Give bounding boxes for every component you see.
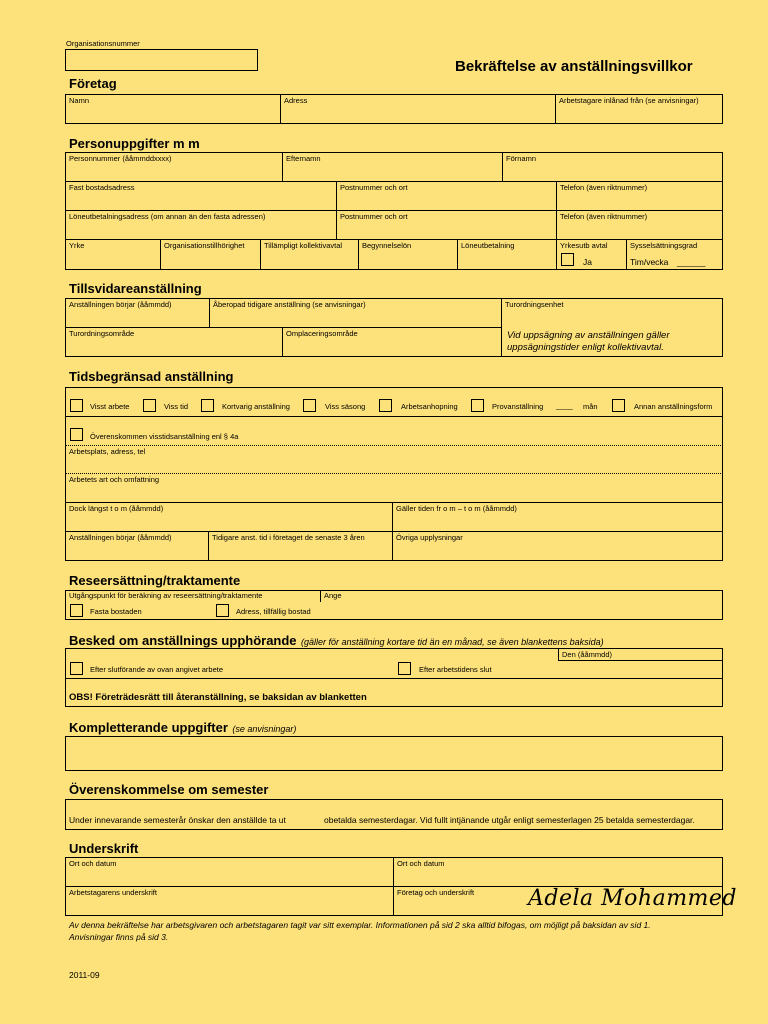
section-person-heading: Personuppgifter m m <box>69 136 200 151</box>
ovriga-field[interactable]: Övriga upplysningar <box>396 533 463 542</box>
annan-checkbox[interactable] <box>612 399 625 412</box>
kollektivavtal-field[interactable]: Tillämpligt kollektivavtal <box>264 241 343 250</box>
person-box <box>65 152 723 270</box>
galler-field[interactable]: Gäller tiden fr o m – t o m (ååmmdd) <box>396 504 517 513</box>
yrkesutb-label: Yrkesutb avtal <box>560 241 608 250</box>
turordningsomrade-field[interactable]: Turordningsområde <box>69 329 135 338</box>
loneutbetalning-field[interactable]: Löneutbetalning <box>461 241 515 250</box>
utgang-label: Utgångspunkt för beräkning av reseersättning/traktamente <box>69 591 263 600</box>
omplacering-field[interactable]: Omplaceringsområde <box>286 329 358 338</box>
ja-label: Ja <box>583 257 592 267</box>
telefon-field-2[interactable]: Telefon (även riktnummer) <box>560 212 648 221</box>
fasta-bostaden-label: Fasta bostaden <box>90 607 142 616</box>
yrke-field[interactable]: Yrke <box>69 241 85 250</box>
section-underskrift-heading: Underskrift <box>69 841 139 856</box>
fasta-bostaden-checkbox[interactable] <box>70 604 83 617</box>
tillfallig-checkbox[interactable] <box>216 604 229 617</box>
viss-sasong-label: Viss säsong <box>325 402 366 411</box>
org-number-field[interactable] <box>65 49 258 71</box>
fornamn-field[interactable]: Förnamn <box>506 154 537 163</box>
viss-sasong-checkbox[interactable] <box>303 399 316 412</box>
semester-text-a: Under innevarande semesterår önskar den anställde ta ut <box>69 815 286 825</box>
section-tidsbegransad-heading: Tidsbegränsad anställning <box>69 369 234 384</box>
personnummer-field[interactable]: Personnummer (ååmmddxxxx) <box>69 154 172 163</box>
foretag-signature-label: Företag och underskrift <box>397 888 475 897</box>
arbetstagare-signature-field[interactable]: Arbetstagarens underskrift <box>69 888 157 897</box>
tillsvidare-note: Vid uppsägning av anställningen gäller uppsägningstider enligt kollektivavtal. <box>507 330 670 353</box>
org-number-label: Organisationsnummer <box>66 39 140 48</box>
form-version: 2011-09 <box>69 970 100 980</box>
ange-field[interactable]: Ange <box>324 591 342 600</box>
den-field[interactable]: Den (ååmmdd) <box>562 650 613 659</box>
kortvarig-label: Kortvarig anställning <box>222 402 290 411</box>
section-foretag-heading: Företag <box>69 76 117 91</box>
tillfallig-label: Adress, tillfällig bostad <box>236 607 311 616</box>
arbetsanhopning-label: Arbetsanhopning <box>401 402 458 411</box>
annan-label: Annan anställningsform <box>634 402 713 411</box>
section-rese-heading: Reseersättning/traktamente <box>69 573 241 588</box>
komplett-field[interactable] <box>65 736 723 771</box>
slutforande-label: Efter slutförande av ovan angivet arbete <box>90 665 224 674</box>
obs-note: OBS! Företrädesrätt till återanställning, se baksidan av blanketten <box>69 692 367 703</box>
telefon-field-1[interactable]: Telefon (även riktnummer) <box>560 183 648 192</box>
section-komplett-heading <box>69 719 296 737</box>
provanstallning-label: Provanställning <box>492 402 544 411</box>
ort-datum-field-1[interactable]: Ort och datum <box>69 859 117 868</box>
section-semester-heading: Överenskommelse om semester <box>69 782 269 797</box>
fast-adress-field[interactable]: Fast bostadsadress <box>69 183 135 192</box>
ort-datum-field-2[interactable]: Ort och datum <box>397 859 445 868</box>
timvecka-label: Tim/vecka <box>630 257 669 267</box>
footer-note <box>69 919 719 943</box>
arbetstidens-checkbox[interactable] <box>398 662 411 675</box>
turordningsenhet-field[interactable]: Turordningsenhet <box>505 300 564 309</box>
arbetstidens-label: Efter arbetstidens slut <box>419 665 492 674</box>
dock-field[interactable]: Dock längst t o m (ååmmdd) <box>69 504 164 513</box>
aberopad-field[interactable]: Åberopad tidigare anställning (se anvisningar) <box>213 300 366 309</box>
visst-arbete-checkbox[interactable] <box>70 399 83 412</box>
visst-arbete-label: Visst arbete <box>90 402 130 411</box>
postnr-field-2[interactable]: Postnummer och ort <box>340 212 408 221</box>
signature: Adela Mohammed <box>528 886 738 911</box>
man-field[interactable]: ____ <box>556 401 573 410</box>
arbetsplats-field[interactable]: Arbetsplats, adress, tel <box>69 447 146 456</box>
org-tillhorighet-field[interactable]: Organisationstillhörighet <box>164 241 245 250</box>
overens-label: Överenskommen visstidsanställning enl § 4a <box>90 432 239 441</box>
timvecka-field[interactable]: ______ <box>677 257 706 267</box>
inlanad-field[interactable]: Arbetstagare inlånad från (se anvisningar) <box>559 96 699 105</box>
slutforande-checkbox[interactable] <box>70 662 83 675</box>
arbetsanhopning-checkbox[interactable] <box>379 399 392 412</box>
komplett-heading-text: Kompletterande uppgifter <box>69 720 228 735</box>
section-tillsvidare-heading: Tillsvidareanställning <box>69 281 202 296</box>
kortvarig-checkbox[interactable] <box>201 399 214 412</box>
viss-tid-checkbox[interactable] <box>143 399 156 412</box>
lone-adress-field[interactable]: Löneutbetalningsadress (om annan än den fasta adressen) <box>69 212 266 221</box>
namn-field[interactable]: Namn <box>69 96 90 105</box>
begynnelselon-field[interactable]: Begynnelselön <box>362 241 412 250</box>
man-label: mån <box>583 402 598 411</box>
art-field[interactable]: Arbetets art och omfattning <box>69 475 160 484</box>
page-title: Bekräftelse av anställningsvillkor <box>455 58 693 75</box>
provanstallning-checkbox[interactable] <box>471 399 484 412</box>
tillsv-borjar-field[interactable]: Anställningen börjar (ååmmdd) <box>69 300 172 309</box>
besked-heading-note: (gäller för anställning kortare tid än en månad, se även blankettens baksida) <box>301 637 604 647</box>
besked-heading-text: Besked om anställnings upphörande <box>69 633 297 648</box>
adress-field[interactable]: Adress <box>284 96 308 105</box>
footer-note-line2: Anvisningar finns på sid 3. <box>69 932 169 942</box>
yrkesutb-checkbox[interactable] <box>561 253 574 266</box>
semester-text-b: obetalda semesterdagar. Vid fullt intjänande utgår enligt semesterlagen 25 betalda semesterdagar. <box>324 815 695 825</box>
tidigare-field[interactable]: Tidigare anst. tid i företaget de senaste 3 åren <box>212 533 365 542</box>
footer-note-line1: Av denna bekräftelse har arbetsgivaren och arbetstagaren tagit var sitt exemplar. Informationen på sid 2 ska alltid bifogas, om möjligt på baksidan av sid 1. <box>69 920 651 930</box>
efternamn-field[interactable]: Efternamn <box>286 154 321 163</box>
tidsb-borjar-field[interactable]: Anställningen börjar (ååmmdd) <box>69 533 172 542</box>
postnr-field-1[interactable]: Postnummer och ort <box>340 183 408 192</box>
overens-checkbox[interactable] <box>70 428 83 441</box>
syssel-label: Sysselsättningsgrad <box>630 241 698 250</box>
viss-tid-label: Viss tid <box>164 402 189 411</box>
komplett-heading-note: (se anvisningar) <box>232 724 297 734</box>
